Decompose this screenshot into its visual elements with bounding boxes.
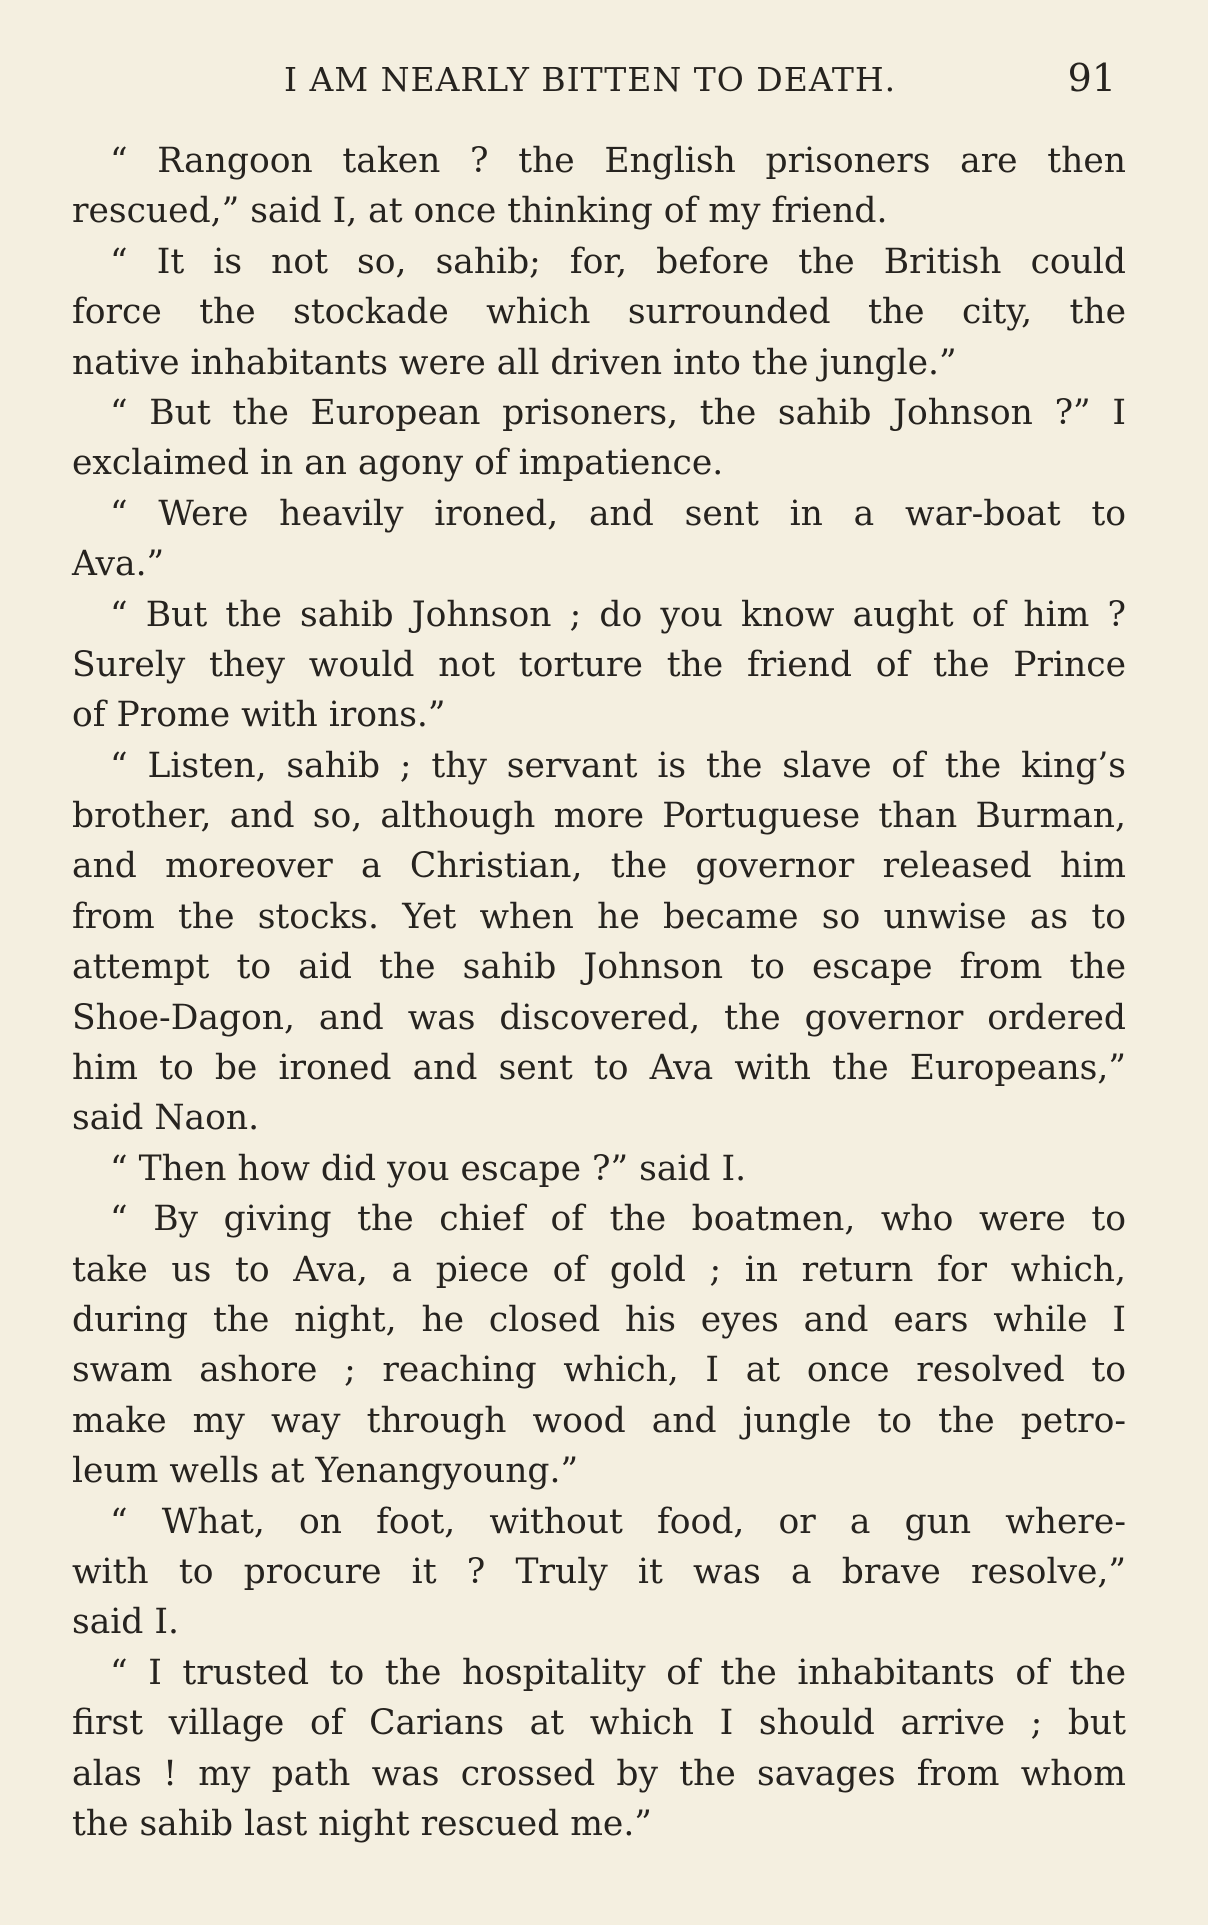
text-line: said Naon. xyxy=(72,1098,260,1139)
body-text xyxy=(72,136,1126,1849)
text-line: Ava.” xyxy=(72,544,165,585)
text-line: him to be ironed and sent to Ava with the Europeans,” xyxy=(72,1048,1126,1089)
text-line: attempt to aid the sahib Johnson to escape from the xyxy=(72,947,1126,988)
text-line: “ But the European prisoners, the sahib Johnson ?” I xyxy=(110,392,1126,433)
text-line: first village of Carians at which I should arrive ; but xyxy=(72,1703,1126,1744)
text-line: swam ashore ; reaching which, I at once resolved to xyxy=(72,1350,1126,1391)
running-head xyxy=(72,56,1132,108)
text-line: and moreover a Christian, the governor released him xyxy=(72,846,1126,887)
text-line: native inhabitants were all driven into the jungle.” xyxy=(72,342,957,383)
text-line: Shoe-Dagon, and was discovered, the governor ordered xyxy=(72,997,1126,1038)
text-line: rescued,” said I, at once thinking of my friend. xyxy=(72,191,888,232)
text-line: of Prome with irons.” xyxy=(72,695,446,736)
page-number: 91 xyxy=(1067,56,1116,100)
text-line: exclaimed in an agony of impatience. xyxy=(72,443,724,484)
text-line: “ Then how did you escape ?” said I. xyxy=(110,1148,747,1189)
text-line: “ Rangoon taken ? the English prisoners are then xyxy=(110,141,1126,181)
text-line: “ By giving the chief of the boatmen, who were to xyxy=(110,1199,1126,1240)
text-line: with to procure it ? Truly it was a brave resolve,” xyxy=(72,1551,1126,1592)
text-line: from the stocks. Yet when he became so unwise as to xyxy=(72,896,1126,937)
text-line: “ Listen, sahib ; thy servant is the slave of the king’s xyxy=(110,745,1126,786)
text-line: force the stockade which surrounded the city, the xyxy=(72,292,1126,333)
text-line: “ Were heavily ironed, and sent in a war-boat to xyxy=(110,493,1126,534)
text-line: leum wells at Yenangyoung.” xyxy=(72,1451,579,1492)
text-line: Surely they would not torture the friend of the Prince xyxy=(72,644,1126,685)
text-line: “ It is not so, sahib; for, before the British could xyxy=(110,241,1126,282)
running-title: I AM NEARLY BITTEN TO DEATH. xyxy=(284,60,897,99)
text-line: brother, and so, although more Portuguese than Burman, xyxy=(72,796,1126,837)
text-line: make my way through wood and jungle to the petro- xyxy=(72,1400,1126,1441)
text-line: “ But the sahib Johnson ; do you know aught of him ? xyxy=(110,594,1126,635)
text-line: during the night, he closed his eyes and ears while I xyxy=(72,1299,1126,1340)
text-line: “ What, on foot, without food, or a gun where- xyxy=(110,1501,1126,1542)
text-line: “ I trusted to the hospitality of the inhabitants of the xyxy=(110,1652,1126,1693)
text-line: take us to Ava, a piece of gold ; in return for which, xyxy=(72,1249,1126,1290)
text-line: alas ! my path was crossed by the savages from whom xyxy=(72,1753,1126,1794)
text-line: said I. xyxy=(72,1602,179,1643)
text-line: the sahib last night rescued me.” xyxy=(72,1803,652,1844)
